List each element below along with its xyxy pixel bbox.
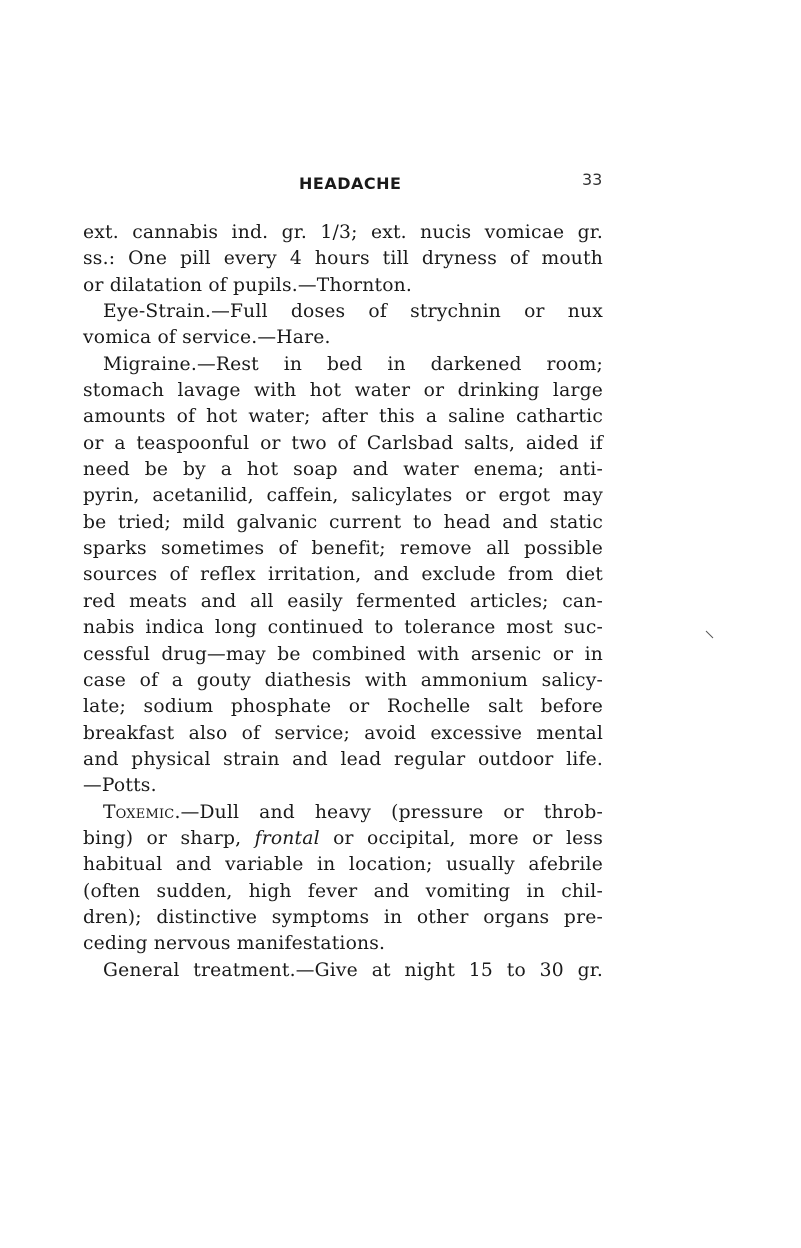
text-fragment: bing) or sharp, <box>83 827 255 849</box>
text-line: habitual and variable in location; usually afebrile <box>83 854 603 876</box>
text-line: sources of reflex irritation, and exclude from diet <box>83 564 603 586</box>
text-line: vomica of service.—Hare. <box>83 327 331 349</box>
text-line: and physical strain and lead regular outdoor life. <box>83 748 603 770</box>
text-line: be tried; mild galvanic current to head and static <box>83 511 603 533</box>
text-line: General treatment.—Give at night 15 to 30 gr. <box>103 959 603 981</box>
text-line: stomach lavage with hot water or drinking large <box>83 380 603 402</box>
toxemic-heading-line <box>83 800 603 826</box>
text-line: amounts of hot water; after this a saline cathartic <box>83 406 603 428</box>
text-line: pyrin, acetanilid, caffein, salicylates or ergot may <box>83 485 603 507</box>
text-line: —Potts. <box>83 775 157 797</box>
text-fragment: or occipital, more or less <box>319 827 603 849</box>
text-line: sparks sometimes of benefit; remove all possible <box>83 538 603 560</box>
text-line: case of a gouty diathesis with ammonium salicy- <box>83 669 603 691</box>
text-line: Migraine.—Rest in bed in darkened room; <box>103 353 603 375</box>
body-text <box>83 220 603 984</box>
text-line: (often sudden, high fever and vomiting in chil- <box>83 880 603 902</box>
text-line: or a teaspoonful or two of Carlsbad salts, aided if <box>83 432 603 454</box>
margin-tick-mark <box>705 630 715 640</box>
text-line: dren); distinctive symptoms in other organs pre- <box>83 906 603 928</box>
toxemic-line-2 <box>83 826 603 852</box>
running-head <box>0 170 801 198</box>
text-line: breakfast also of service; avoid excessive mental <box>83 722 603 744</box>
toxemic-label: Toxemic <box>103 801 175 823</box>
text-line: or dilatation of pupils.—Thornton. <box>83 274 413 296</box>
text-line: ext. cannabis ind. gr. 1/3; ext. nucis vomicae gr. <box>83 222 603 243</box>
text-line: ceding nervous manifestations. <box>83 933 386 955</box>
italic-term: frontal <box>254 827 320 849</box>
running-title: HEADACHE <box>299 174 402 193</box>
toxemic-line1-text: .—Dull and heavy (pressure or throb- <box>174 801 603 823</box>
page-number: 33 <box>582 170 603 189</box>
text-line: late; sodium phosphate or Rochelle salt before <box>83 696 603 718</box>
text-line: Eye-Strain.—Full doses of strychnin or nux <box>103 301 603 323</box>
text-line: nabis indica long continued to tolerance most suc- <box>83 617 603 639</box>
text-line: red meats and all easily fermented articles; can- <box>83 590 603 612</box>
text-line: need be by a hot soap and water enema; anti- <box>83 459 603 481</box>
text-line: ss.: One pill every 4 hours till dryness of mouth <box>83 248 603 270</box>
text-line: cessful drug—may be combined with arsenic or in <box>83 643 603 665</box>
